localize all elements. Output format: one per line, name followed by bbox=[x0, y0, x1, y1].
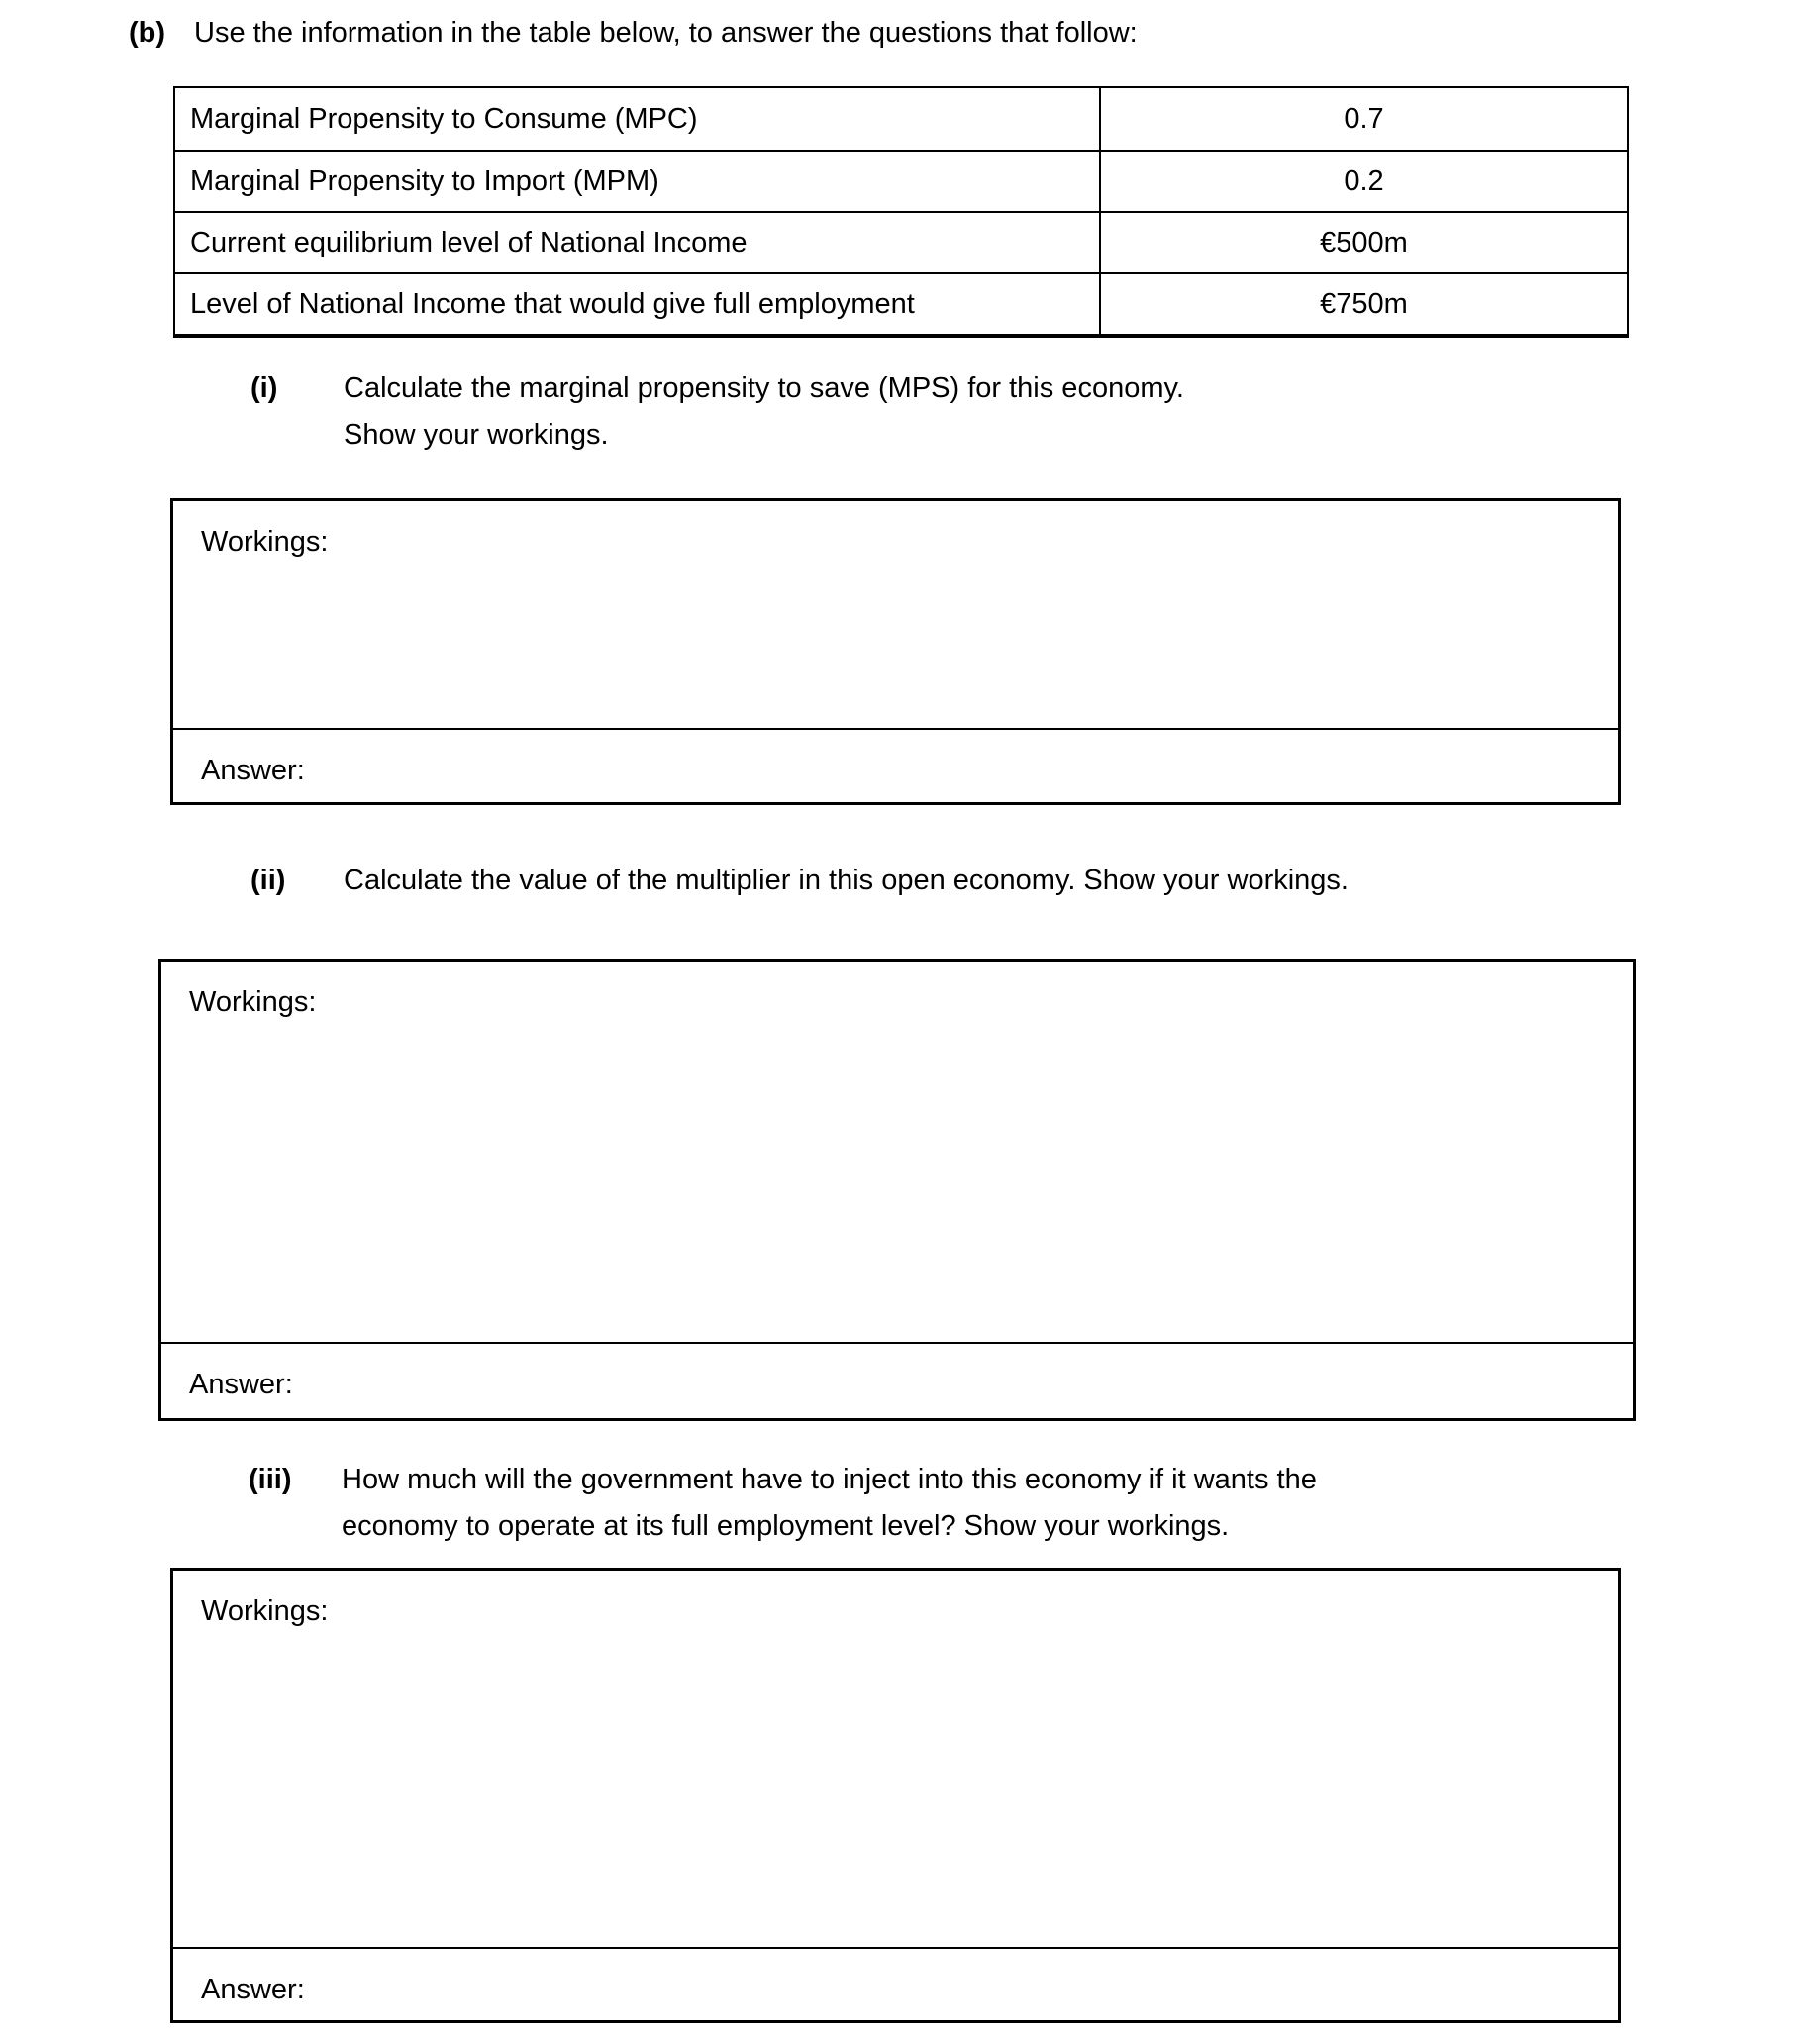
question-i-text-line: Show your workings. bbox=[344, 419, 609, 451]
answer-input-area-i[interactable] bbox=[173, 730, 1618, 802]
row-value: 0.2 bbox=[1344, 164, 1384, 197]
workings-label: Workings: bbox=[201, 526, 329, 558]
workings-label: Workings: bbox=[189, 986, 317, 1018]
question-i-number: (i) bbox=[250, 372, 278, 404]
table-row bbox=[175, 88, 1627, 150]
row-value: 0.7 bbox=[1344, 102, 1384, 135]
row-label: Marginal Propensity to Consume (MPC) bbox=[175, 88, 1101, 150]
question-ii-number: (ii) bbox=[250, 865, 286, 896]
answer-label: Answer: bbox=[201, 755, 305, 786]
answer-input-area-iii[interactable] bbox=[173, 1949, 1618, 2020]
table-row bbox=[175, 272, 1627, 334]
question-iii bbox=[249, 1457, 1625, 1550]
answer-label: Answer: bbox=[189, 1369, 293, 1400]
answer-label: Answer: bbox=[201, 1974, 305, 2005]
question-iii-number: (iii) bbox=[249, 1464, 292, 1495]
heading-text: Use the information in the table below, to answer the questions that follow: bbox=[194, 17, 1138, 49]
workings-label: Workings: bbox=[201, 1595, 329, 1627]
part-label: (b) bbox=[129, 17, 166, 49]
question-ii-text-line: Calculate the value of the multiplier in this open economy. Show your workings. bbox=[344, 865, 1349, 896]
info-table bbox=[173, 86, 1629, 338]
row-value: €750m bbox=[1320, 287, 1408, 320]
question-iii-text-line: How much will the government have to inject into this economy if it wants the bbox=[342, 1464, 1317, 1495]
question-ii bbox=[250, 858, 1627, 904]
workings-input-area-ii[interactable] bbox=[161, 962, 1633, 1344]
question-i-text-line: Calculate the marginal propensity to save (MPS) for this economy. bbox=[344, 372, 1184, 404]
table-row bbox=[175, 211, 1627, 272]
row-label: Level of National Income that would give full employment bbox=[175, 274, 1101, 334]
workings-input-area-i[interactable] bbox=[173, 501, 1618, 730]
answer-box-ii bbox=[158, 959, 1636, 1421]
question-iii-text-line: economy to operate at its full employment level? Show your workings. bbox=[342, 1510, 1230, 1542]
question-i bbox=[250, 365, 1627, 459]
answer-box-i bbox=[170, 498, 1621, 805]
answer-box-iii bbox=[170, 1568, 1621, 2023]
row-value: €500m bbox=[1320, 226, 1408, 258]
workings-input-area-iii[interactable] bbox=[173, 1571, 1618, 1949]
row-label: Marginal Propensity to Import (MPM) bbox=[175, 152, 1101, 211]
table-row bbox=[175, 150, 1627, 211]
row-label: Current equilibrium level of National Income bbox=[175, 213, 1101, 272]
answer-input-area-ii[interactable] bbox=[161, 1344, 1633, 1418]
